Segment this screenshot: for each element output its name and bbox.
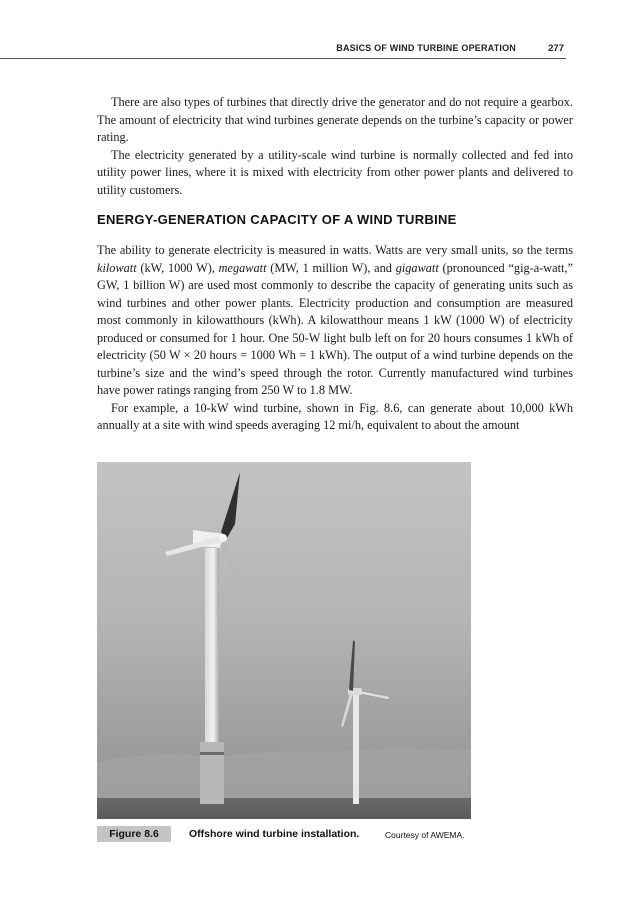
figure-photo [97,462,471,819]
term-kilowatt: kilowatt [97,260,137,275]
term-gigawatt: gigawatt [395,260,439,275]
figure-caption [97,826,517,844]
section-paragraph-2: For example, a 10-kW wind turbine, shown in Fig. 8.6, can generate about 10,000 kWh annually at a site with wind speeds averaging 12 mi/h, equivalent to about the amount [97,400,573,432]
section-heading: ENERGY-GENERATION CAPACITY OF A WIND TURBINE [97,212,457,227]
figure-label: Figure 8.6 [97,826,171,842]
running-head-title: BASICS OF WIND TURBINE OPERATION [336,43,516,53]
section-paragraph-1: The ability to generate electricity is measured in watts. Watts are very small units, so the terms kilowatt (kW, 1000 W), megawatt (MW, 1 million W), and gigawatt (pronounced “gig-a-watt,” GW, 1 billion W) are used most commonly to describe the capacity of generating units such as wind turbines and other power plants. Electricity production and consumption are measured most commonly in kilowatthours (kWh). A kilowatthour means 1 kW (1000 W) of electricity produced or consumed for 1 hour. One 50-W light bulb left on for 20 hours consumes 1 kWh of electricity (50 W × 20 hours = 1000 Wh = 1 kWh). The output of a wind turbine depends on the turbine’s size and the wind’s speed through the rotor. Currently manufactured wind turbines have power ratings ranging from 250 W to 1.8 MW. [97,243,573,397]
wind-turbine-photo [97,462,471,819]
figure-credit: Courtesy of AWEMA. [385,830,465,840]
running-head [0,40,566,59]
intro-paragraph-2: The electricity generated by a utility-scale wind turbine is normally collected and fed into utility power lines, where it is mixed with electricity from other power plants and delivered to utility customers. [97,147,573,197]
figure-title: Offshore wind turbine installation. [189,828,360,840]
section-text [97,242,573,435]
term-megawatt: megawatt [218,260,267,275]
page-number: 277 [548,43,564,54]
intro-paragraph-1: There are also types of turbines that directly drive the generator and do not require a gearbox. The amount of electricity that wind turbines generate depends on the turbine’s capacity or power rating. [97,95,573,144]
intro-text [97,94,573,199]
